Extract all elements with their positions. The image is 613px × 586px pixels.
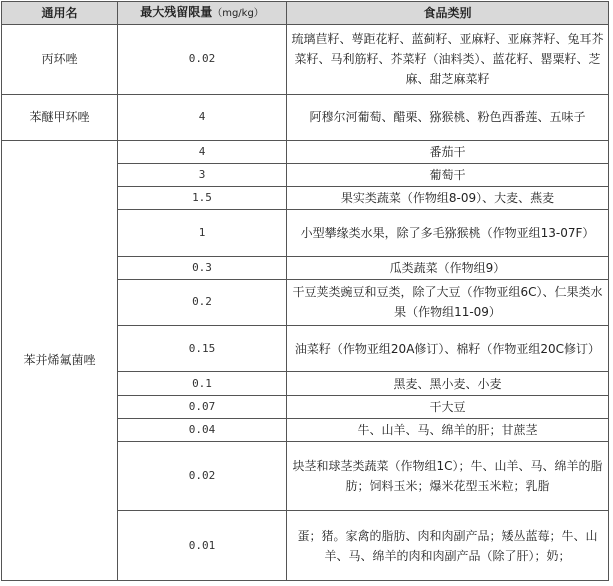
food-categories: 蛋；猪。家禽的脂肪、肉和肉副产品；矮丛蓝莓；牛、山羊、马、绵羊的肉和肉副产品（除了肝）；奶； bbox=[287, 511, 609, 581]
pesticide-name: 苯并烯氟菌唑 bbox=[2, 140, 118, 580]
food-categories: 黑麦、黑小麦、小麦 bbox=[287, 372, 609, 395]
table-row bbox=[2, 25, 609, 95]
limit-value: 0.02 bbox=[118, 25, 287, 95]
mrl-table bbox=[1, 1, 609, 581]
limit-value: 0.02 bbox=[118, 441, 287, 511]
limit-value: 3 bbox=[118, 163, 287, 186]
food-categories: 小型攀缘类水果，除了多毛猕猴桃（作物亚组13-07F） bbox=[287, 210, 609, 256]
limit-value: 4 bbox=[118, 140, 287, 163]
food-categories: 干豆荚类豌豆和豆类，除了大豆（作物亚组6C）、仁果类水果（作物组11-09） bbox=[287, 279, 609, 325]
food-categories: 干大豆 bbox=[287, 395, 609, 418]
food-categories: 块茎和球茎类蔬菜（作物组1C）；牛、山羊、马、绵羊的脂肪；饲料玉米；爆米花型玉米粒；乳脂 bbox=[287, 441, 609, 511]
header-row bbox=[2, 2, 609, 25]
header-name: 通用名 bbox=[2, 2, 118, 25]
food-categories: 番茄干 bbox=[287, 140, 609, 163]
table-row bbox=[2, 140, 609, 163]
limit-value: 0.15 bbox=[118, 326, 287, 372]
header-limit-unit: （mg/kg） bbox=[212, 8, 264, 19]
limit-value: 0.04 bbox=[118, 418, 287, 441]
header-foods: 食品类别 bbox=[287, 2, 609, 25]
limit-value: 0.2 bbox=[118, 279, 287, 325]
pesticide-name: 苯醚甲环唑 bbox=[2, 94, 118, 140]
limit-value: 1.5 bbox=[118, 187, 287, 210]
food-categories: 阿穆尔河葡萄、醋栗、猕猴桃、粉色西番莲、五味子 bbox=[287, 94, 609, 140]
header-limit bbox=[118, 2, 287, 25]
limit-value: 0.07 bbox=[118, 395, 287, 418]
limit-value: 4 bbox=[118, 94, 287, 140]
limit-value: 1 bbox=[118, 210, 287, 256]
limit-value: 0.3 bbox=[118, 256, 287, 279]
food-categories: 葡萄干 bbox=[287, 163, 609, 186]
food-categories: 油菜籽（作物亚组20A修订）、棉籽（作物亚组20C修订） bbox=[287, 326, 609, 372]
limit-value: 0.01 bbox=[118, 511, 287, 581]
limit-value: 0.1 bbox=[118, 372, 287, 395]
food-categories: 琉璃苣籽、萼距花籽、蓝蓟籽、亚麻籽、亚麻荠籽、兔耳芥菜籽、马利筋籽、芥菜籽（油料类）、蓝花籽、罂粟籽、芝麻、甜芝麻菜籽 bbox=[287, 25, 609, 95]
food-categories: 牛、山羊、马、绵羊的肝；甘蔗茎 bbox=[287, 418, 609, 441]
table-row bbox=[2, 94, 609, 140]
food-categories: 果实类蔬菜（作物组8-09）、大麦、燕麦 bbox=[287, 187, 609, 210]
header-limit-label: 最大残留限量 bbox=[140, 5, 213, 19]
pesticide-name: 丙环唑 bbox=[2, 25, 118, 95]
food-categories: 瓜类蔬菜（作物组9） bbox=[287, 256, 609, 279]
